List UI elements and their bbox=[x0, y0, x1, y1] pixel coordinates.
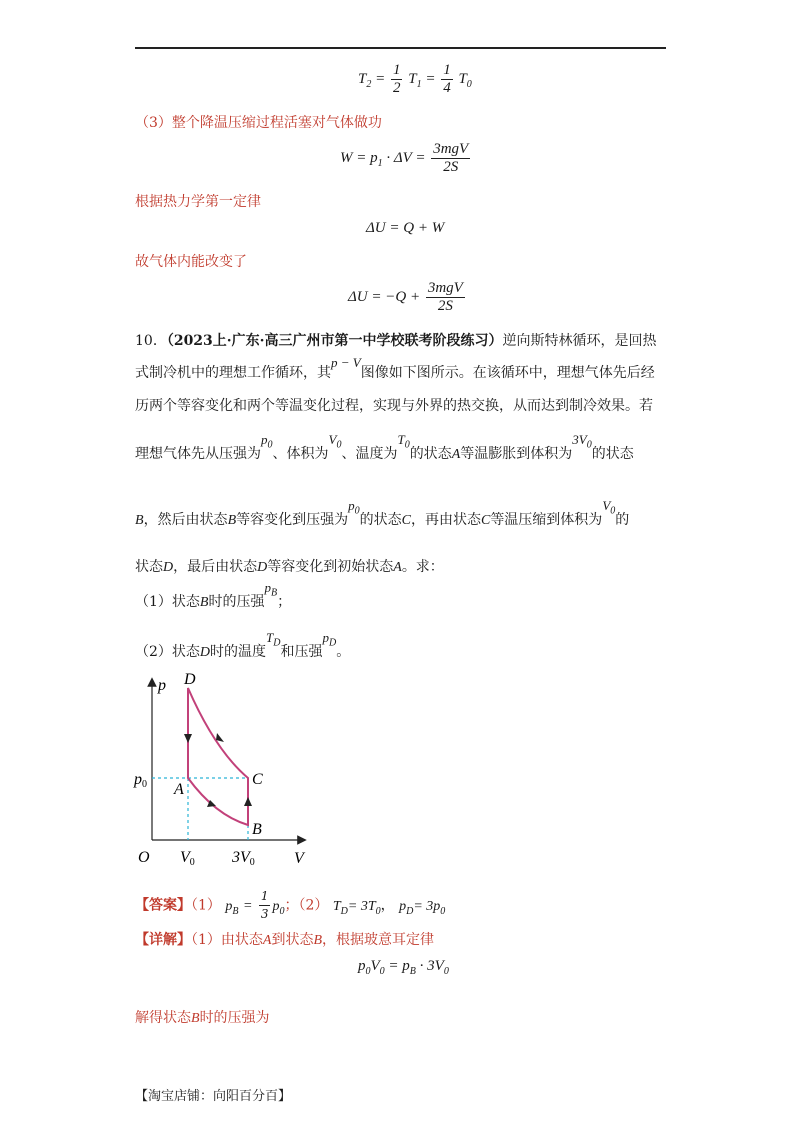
header-rule bbox=[135, 47, 666, 49]
point-a-label: A bbox=[174, 781, 184, 798]
q10-sub1: （1）状态B时的压强$p_B$； bbox=[135, 580, 292, 610]
part3-heading: （3）整个降温压缩过程活塞对气体做功 bbox=[135, 115, 382, 131]
q10-line1: 10．（2023上·广东·高三广州市第一中学校联考阶段练习）逆向斯特林循环，是回热 bbox=[135, 333, 657, 349]
q10-line6: 状态D，最后由状态D等容变化到初始状态A。求： bbox=[135, 559, 444, 575]
axis-v-label: V bbox=[294, 850, 304, 867]
point-c-label: C bbox=[252, 771, 263, 788]
equation-work: $W = p_1 \cdot \Delta V$ = $\frac{\text{3mgV}}{2S}$ bbox=[340, 141, 469, 175]
q10-line2: 式制冷机中的理想工作循环，其p − V图像如下图所示。在该循环中，理想气体先后经 bbox=[135, 355, 655, 381]
arrow-cd bbox=[216, 733, 224, 742]
explain-line: 【详解】（1）由状态A到状态B，根据玻意耳定律 bbox=[135, 932, 435, 948]
arrow-bc bbox=[244, 797, 252, 806]
equation-boyle: $p_0V_0 = p_B \cdot 3V_0$ bbox=[358, 958, 449, 977]
equation-t2: $T_2$ = $\frac{1}{2}$ $T_1$ = $\frac{1}{4}$ $T_0$ bbox=[358, 62, 472, 96]
tick-v0: V0 bbox=[180, 849, 195, 868]
arrow-da bbox=[184, 734, 192, 743]
q10-line3: 历两个等容变化和两个等温变化过程，实现与外界的热交换，从而达到制冷效果。若 bbox=[135, 398, 653, 414]
equation-du2: ΔU = −Q + $\frac{\text{3mgV}}{2S}$ bbox=[348, 280, 463, 314]
first-law-text: 根据热力学第一定律 bbox=[135, 194, 261, 210]
point-d-label: D bbox=[184, 671, 196, 688]
point-b-label: B bbox=[252, 821, 262, 838]
equation-du1: ΔU = Q + W bbox=[366, 220, 445, 236]
footer-shop: 【淘宝店铺：向阳百分百】 bbox=[135, 1089, 292, 1104]
tick-p0: p0 bbox=[134, 771, 147, 790]
origin-label: O bbox=[138, 849, 150, 866]
tick-3v0: 3V0 bbox=[232, 849, 255, 868]
solve-line: 解得状态B时的压强为 bbox=[135, 1010, 270, 1026]
cycle-curve bbox=[188, 688, 248, 825]
pv-diagram bbox=[130, 670, 320, 870]
internal-energy-text: 故气体内能改变了 bbox=[135, 254, 247, 270]
q10-sub2: （2）状态D时的温度$T_D$和压强$p_D$。 bbox=[135, 630, 351, 660]
q10-source: （2023上·广东·高三广州市第一中学校联考阶段练习） bbox=[166, 333, 503, 349]
axis-p-label: p bbox=[158, 677, 166, 694]
q10-line4: 理想气体先从压强为$p_0$、体积为$V_0$、温度为$T_0$的状态A等温膨胀到体积为$3V_0$的状态 bbox=[135, 432, 634, 462]
q10-line5: B，然后由状态B等容变化到压强为$p_0$的状态C，再由状态C等温压缩到体积为$V_0$的 bbox=[135, 498, 630, 528]
answer-line: 【答案】（1） $p_B$ = $\frac{1}{3}$ $p_0$；（2） $T_D= 3T_0$， $p_D= 3p_0$ bbox=[135, 889, 446, 921]
